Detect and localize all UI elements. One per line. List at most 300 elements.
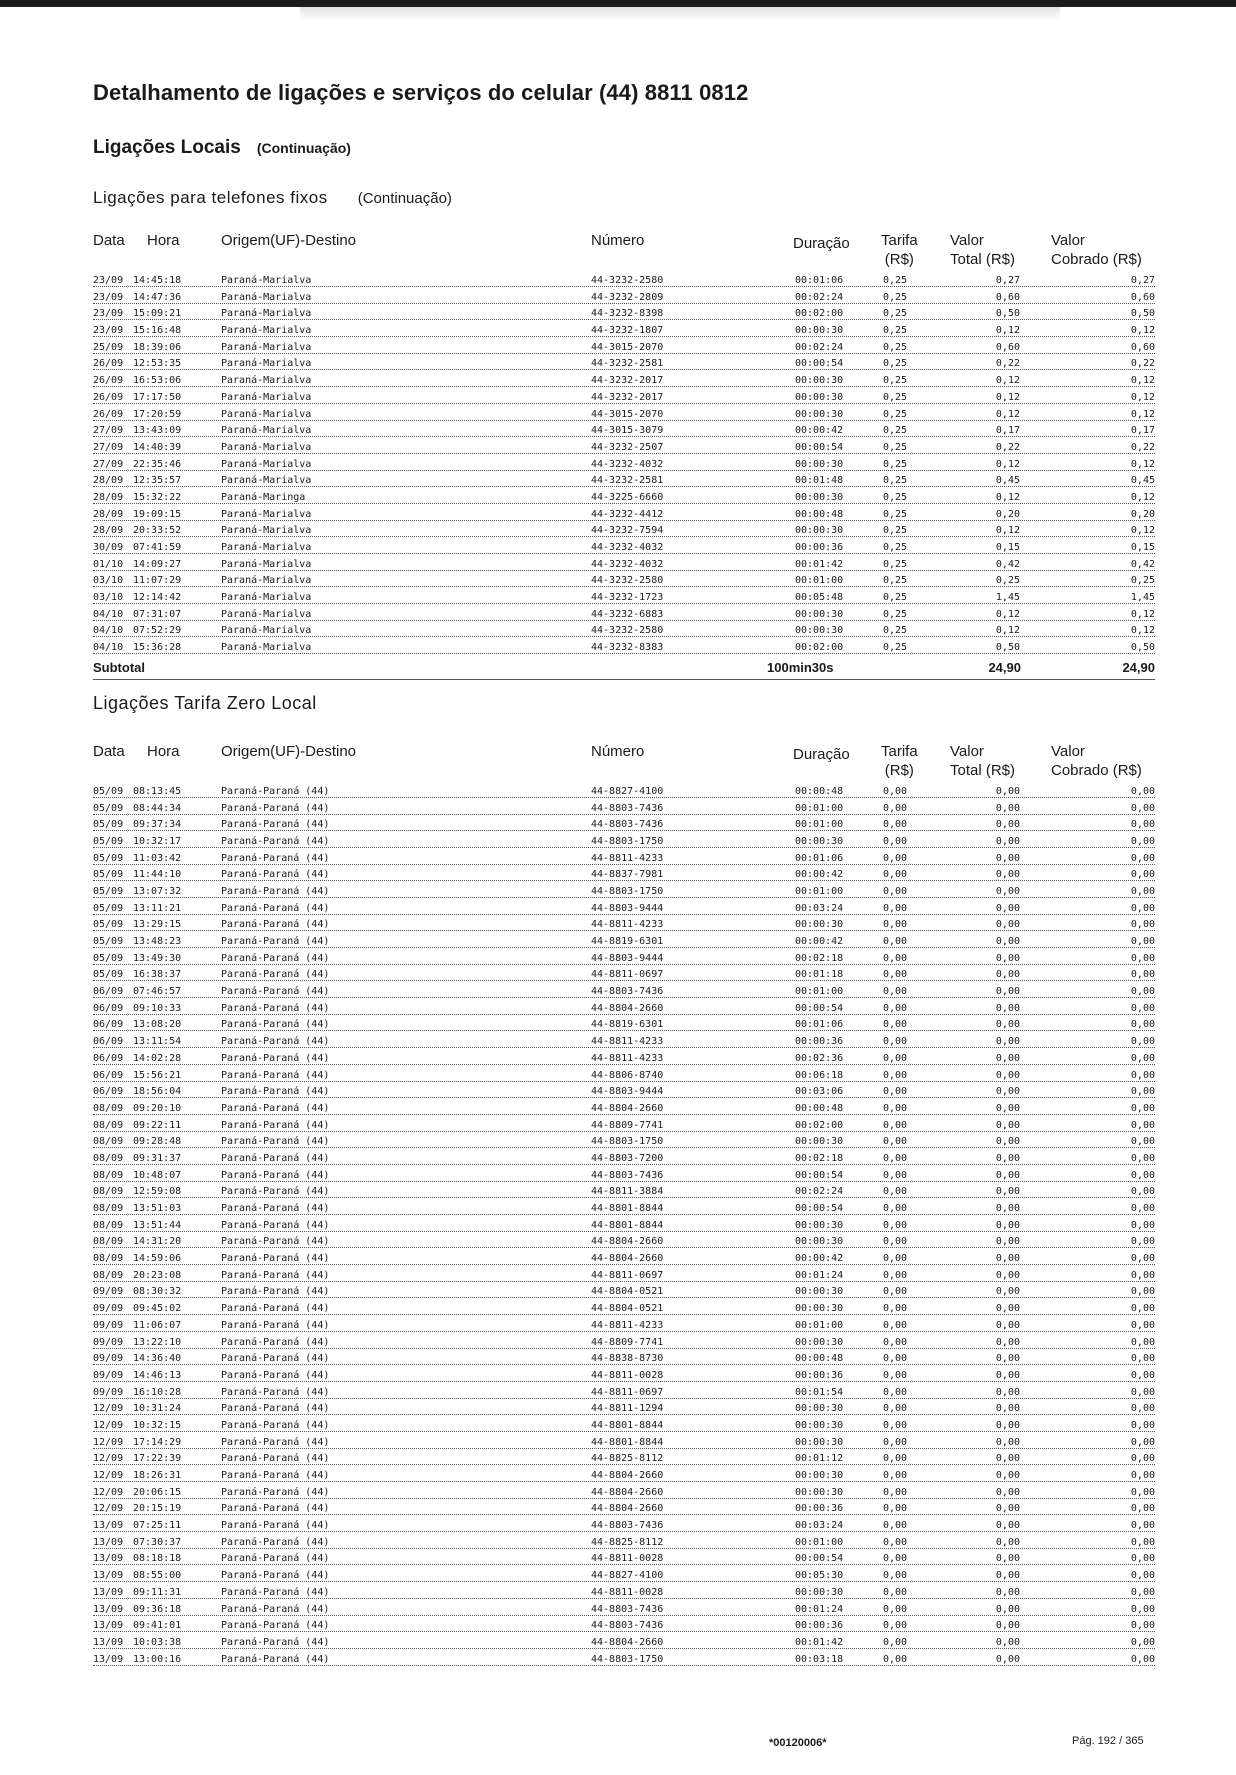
cell-valor-cobrado: 0,00 bbox=[1130, 969, 1155, 981]
cell-origem-destino: Paraná-Paraná (44) bbox=[221, 1436, 330, 1448]
cell-duracao: 00:00:48 bbox=[795, 1353, 844, 1365]
header-numero: Número bbox=[591, 742, 645, 760]
cell-duracao: 00:01:48 bbox=[795, 475, 844, 487]
table-row bbox=[93, 1084, 1155, 1101]
cell-data: 28/09 bbox=[93, 525, 124, 537]
cell-valor-cobrado: 0,00 bbox=[1130, 1186, 1155, 1198]
cell-hora: 13:07:32 bbox=[133, 885, 182, 897]
cell-valor-cobrado: 0,17 bbox=[1130, 425, 1155, 437]
cell-duracao: 00:01:18 bbox=[795, 969, 844, 981]
cell-duracao: 00:01:00 bbox=[795, 885, 844, 897]
cell-valor-total: 0,00 bbox=[995, 1570, 1020, 1582]
cell-valor-total: 0,20 bbox=[995, 508, 1020, 520]
cell-valor-cobrado: 0,12 bbox=[1130, 491, 1155, 503]
cell-tarifa: 0,00 bbox=[883, 1136, 908, 1148]
cell-valor-cobrado: 1,45 bbox=[1130, 592, 1155, 604]
cell-hora: 13:43:09 bbox=[133, 425, 182, 437]
cell-duracao: 00:00:30 bbox=[795, 1419, 844, 1431]
table-row bbox=[93, 851, 1155, 868]
cell-numero: 44-8803-1750 bbox=[591, 885, 664, 897]
cell-hora: 08:13:45 bbox=[133, 785, 182, 797]
cell-hora: 09:45:02 bbox=[133, 1303, 182, 1315]
cell-origem-destino: Paraná-Paraná (44) bbox=[221, 1019, 330, 1031]
cell-valor-cobrado: 0,00 bbox=[1130, 1353, 1155, 1365]
cell-hora: 14:02:28 bbox=[133, 1052, 182, 1064]
cell-tarifa: 0,00 bbox=[883, 1353, 908, 1365]
cell-duracao: 00:01:24 bbox=[795, 1603, 844, 1615]
cell-duracao: 00:01:54 bbox=[795, 1386, 844, 1398]
header-valor-total-line2: Total (R$) bbox=[950, 761, 1016, 779]
cell-hora: 13:29:15 bbox=[133, 919, 182, 931]
cell-valor-total: 0,00 bbox=[995, 1236, 1020, 1248]
cell-numero: 44-3232-2580 bbox=[591, 575, 664, 587]
cell-numero: 44-8803-9444 bbox=[591, 902, 664, 914]
cell-valor-cobrado: 0,00 bbox=[1130, 1253, 1155, 1265]
cell-valor-cobrado: 0,00 bbox=[1130, 819, 1155, 831]
cell-numero: 44-8825-8112 bbox=[591, 1453, 664, 1465]
cell-valor-cobrado: 0,22 bbox=[1130, 358, 1155, 370]
table-row bbox=[93, 390, 1155, 407]
cell-valor-cobrado: 0,00 bbox=[1130, 1102, 1155, 1114]
cell-duracao: 00:05:48 bbox=[795, 592, 844, 604]
cell-valor-cobrado: 0,50 bbox=[1130, 642, 1155, 654]
table-row bbox=[93, 1184, 1155, 1201]
cell-valor-total: 0,00 bbox=[995, 1319, 1020, 1331]
barcode-text: *00120006* bbox=[769, 1737, 827, 1749]
cell-numero: 44-3232-2809 bbox=[591, 291, 664, 303]
table-row bbox=[93, 1001, 1155, 1018]
cell-duracao: 00:00:30 bbox=[795, 1219, 844, 1231]
cell-numero: 44-8804-0521 bbox=[591, 1303, 664, 1315]
page-number: Pág. 192 / 365 bbox=[1072, 1735, 1144, 1747]
cell-duracao: 00:00:30 bbox=[795, 525, 844, 537]
cell-hora: 10:32:17 bbox=[133, 835, 182, 847]
cell-origem-destino: Paraná-Paraná (44) bbox=[221, 1636, 330, 1648]
cell-origem-destino: Paraná-Paraná (44) bbox=[221, 1236, 330, 1248]
cell-hora: 13:22:10 bbox=[133, 1336, 182, 1348]
cell-tarifa: 0,00 bbox=[883, 1269, 908, 1281]
cell-numero: 44-8804-2660 bbox=[591, 1236, 664, 1248]
cell-data: 23/09 bbox=[93, 291, 124, 303]
table-row bbox=[93, 1234, 1155, 1251]
cell-data: 08/09 bbox=[93, 1269, 124, 1281]
cell-hora: 07:41:59 bbox=[133, 542, 182, 553]
table-row bbox=[93, 784, 1155, 801]
cell-valor-cobrado: 0,00 bbox=[1130, 1503, 1155, 1515]
table-row bbox=[93, 340, 1155, 357]
cell-origem-destino: Paraná-Paraná (44) bbox=[221, 1269, 330, 1281]
cell-data: 26/09 bbox=[93, 375, 124, 387]
cell-origem-destino: Paraná-Maringa bbox=[221, 491, 306, 503]
cell-tarifa: 0,00 bbox=[883, 1536, 908, 1548]
cell-duracao: 00:01:12 bbox=[795, 1453, 844, 1465]
cell-valor-total: 0,00 bbox=[995, 1636, 1020, 1648]
table-row bbox=[93, 1401, 1155, 1418]
table-row bbox=[93, 1335, 1155, 1352]
table-row bbox=[93, 1251, 1155, 1268]
cell-data: 26/09 bbox=[93, 391, 124, 403]
subsection-fixed-lines bbox=[93, 188, 1155, 208]
cell-numero: 44-8804-2660 bbox=[591, 1253, 664, 1265]
cell-data: 06/09 bbox=[93, 1052, 124, 1064]
header-duracao: Duração bbox=[793, 745, 850, 763]
cell-hora: 07:31:07 bbox=[133, 608, 182, 620]
cell-hora: 20:06:15 bbox=[133, 1486, 182, 1498]
cell-numero: 44-3232-6883 bbox=[591, 608, 664, 620]
cell-duracao: 00:00:36 bbox=[795, 1503, 844, 1515]
cell-duracao: 00:00:42 bbox=[795, 869, 844, 881]
cell-tarifa: 0,00 bbox=[883, 1203, 908, 1214]
cell-hora: 17:17:50 bbox=[133, 391, 182, 403]
cell-duracao: 00:03:24 bbox=[795, 902, 844, 914]
cell-valor-total: 0,00 bbox=[995, 1419, 1020, 1431]
cell-valor-total: 0,00 bbox=[995, 936, 1020, 947]
cell-tarifa: 0,00 bbox=[883, 835, 908, 847]
cell-numero: 44-8804-2660 bbox=[591, 1102, 664, 1114]
header-data: Data bbox=[93, 232, 125, 249]
cell-data: 13/09 bbox=[93, 1520, 124, 1532]
cell-tarifa: 0,25 bbox=[883, 475, 908, 487]
cell-valor-cobrado: 0,00 bbox=[1130, 1470, 1155, 1481]
cell-numero: 44-8804-2660 bbox=[591, 1636, 664, 1648]
cell-hora: 15:56:21 bbox=[133, 1069, 182, 1081]
cell-duracao: 00:02:00 bbox=[795, 1119, 844, 1131]
cell-hora: 19:09:15 bbox=[133, 508, 182, 520]
cell-valor-cobrado: 0,00 bbox=[1130, 1052, 1155, 1064]
cell-numero: 44-8804-0521 bbox=[591, 1286, 664, 1298]
cell-valor-total: 0,12 bbox=[995, 491, 1020, 503]
cell-tarifa: 0,00 bbox=[883, 1586, 908, 1598]
cell-tarifa: 0,00 bbox=[883, 1436, 908, 1448]
cell-duracao: 00:01:00 bbox=[795, 819, 844, 831]
cell-tarifa: 0,00 bbox=[883, 986, 908, 998]
cell-tarifa: 0,00 bbox=[883, 902, 908, 914]
cell-duracao: 00:00:30 bbox=[795, 1436, 844, 1448]
cell-numero: 44-8801-8844 bbox=[591, 1219, 664, 1231]
cell-numero: 44-3015-2070 bbox=[591, 341, 664, 353]
cell-duracao: 00:02:36 bbox=[795, 1052, 844, 1064]
cell-data: 08/09 bbox=[93, 1102, 124, 1114]
cell-duracao: 00:00:30 bbox=[795, 1236, 844, 1248]
cell-valor-cobrado: 0,12 bbox=[1130, 408, 1155, 420]
cell-numero: 44-8806-8740 bbox=[591, 1069, 664, 1081]
cell-valor-total: 0,00 bbox=[995, 785, 1020, 797]
cell-tarifa: 0,25 bbox=[883, 375, 908, 387]
cell-hora: 12:59:08 bbox=[133, 1186, 182, 1198]
cell-duracao: 00:00:42 bbox=[795, 425, 844, 437]
table-row bbox=[93, 1151, 1155, 1168]
table-row bbox=[93, 1101, 1155, 1118]
cell-origem-destino: Paraná-Paraná (44) bbox=[221, 1253, 330, 1265]
cell-numero: 44-8811-0028 bbox=[591, 1553, 664, 1565]
cell-tarifa: 0,25 bbox=[883, 525, 908, 537]
cell-tarifa: 0,25 bbox=[883, 358, 908, 370]
cell-hora: 09:11:31 bbox=[133, 1586, 182, 1598]
cell-data: 08/09 bbox=[93, 1253, 124, 1265]
table-row bbox=[93, 1618, 1155, 1635]
cell-origem-destino: Paraná-Paraná (44) bbox=[221, 1186, 330, 1198]
cell-numero: 44-3225-6660 bbox=[591, 491, 664, 503]
cell-duracao: 00:00:30 bbox=[795, 408, 844, 420]
header-origem-destino: Origem(UF)-Destino bbox=[221, 742, 357, 760]
table-row bbox=[93, 607, 1155, 624]
cell-origem-destino: Paraná-Paraná (44) bbox=[221, 1336, 330, 1348]
cell-valor-cobrado: 0,12 bbox=[1130, 391, 1155, 403]
table-row bbox=[93, 1351, 1155, 1368]
cell-valor-cobrado: 0,00 bbox=[1130, 1536, 1155, 1548]
cell-hora: 13:48:23 bbox=[133, 936, 182, 947]
cell-numero: 44-3232-2507 bbox=[591, 441, 664, 453]
cell-tarifa: 0,25 bbox=[883, 325, 908, 337]
cell-origem-destino: Paraná-Paraná (44) bbox=[221, 1653, 330, 1665]
table-row bbox=[93, 1551, 1155, 1568]
cell-duracao: 00:00:54 bbox=[795, 1203, 844, 1214]
cell-valor-total: 0,00 bbox=[995, 835, 1020, 847]
table-fixed-lines bbox=[93, 273, 1155, 657]
cell-origem-destino: Paraná-Marialva bbox=[221, 475, 312, 487]
cell-hora: 13:11:21 bbox=[133, 902, 182, 914]
header-tarifa-label: Tarifa bbox=[881, 232, 918, 249]
table-row bbox=[93, 1118, 1155, 1135]
cell-data: 05/09 bbox=[93, 952, 124, 964]
cell-duracao: 00:01:06 bbox=[795, 852, 844, 864]
cell-hora: 15:32:22 bbox=[133, 491, 182, 503]
cell-numero: 44-8811-4233 bbox=[591, 1319, 664, 1331]
cell-data: 06/09 bbox=[93, 1086, 124, 1098]
cell-duracao: 00:01:00 bbox=[795, 802, 844, 814]
cell-tarifa: 0,25 bbox=[883, 508, 908, 520]
cell-numero: 44-8803-7436 bbox=[591, 1169, 664, 1181]
table-row bbox=[93, 507, 1155, 524]
cell-valor-total: 0,00 bbox=[995, 1369, 1020, 1381]
cell-tarifa: 0,00 bbox=[883, 1036, 908, 1048]
cell-data: 05/09 bbox=[93, 936, 124, 947]
cell-valor-total: 0,00 bbox=[995, 1052, 1020, 1064]
cell-duracao: 00:02:18 bbox=[795, 952, 844, 964]
cell-hora: 13:51:44 bbox=[133, 1219, 182, 1231]
cell-origem-destino: Paraná-Paraná (44) bbox=[221, 1052, 330, 1064]
cell-numero: 44-8827-4100 bbox=[591, 785, 664, 797]
cell-numero: 44-8811-0697 bbox=[591, 1269, 664, 1281]
cell-origem-destino: Paraná-Marialva bbox=[221, 308, 312, 320]
cell-valor-cobrado: 0,00 bbox=[1130, 1069, 1155, 1081]
cell-valor-total: 0,50 bbox=[995, 642, 1020, 654]
cell-numero: 44-3232-4032 bbox=[591, 542, 664, 553]
cell-origem-destino: Paraná-Marialva bbox=[221, 458, 312, 470]
header-valor-cobrado-line2: Cobrado (R$) bbox=[1051, 761, 1142, 779]
table-row bbox=[93, 984, 1155, 1001]
cell-duracao: 00:00:30 bbox=[795, 608, 844, 620]
cell-duracao: 00:02:18 bbox=[795, 1152, 844, 1164]
table-row bbox=[93, 306, 1155, 323]
cell-hora: 14:09:27 bbox=[133, 558, 182, 570]
table-row bbox=[93, 1268, 1155, 1285]
table-row bbox=[93, 573, 1155, 590]
table-row bbox=[93, 1218, 1155, 1235]
cell-duracao: 00:01:06 bbox=[795, 275, 844, 286]
cell-duracao: 00:00:54 bbox=[795, 1553, 844, 1565]
cell-data: 26/09 bbox=[93, 358, 124, 370]
table-row bbox=[93, 1301, 1155, 1318]
subsection-tarifa-zero bbox=[93, 693, 1155, 714]
cell-numero: 44-8803-9444 bbox=[591, 952, 664, 964]
cell-valor-cobrado: 0,60 bbox=[1130, 291, 1155, 303]
cell-data: 09/09 bbox=[93, 1369, 124, 1381]
cell-origem-destino: Paraná-Marialva bbox=[221, 341, 312, 353]
table-row bbox=[93, 1368, 1155, 1385]
scan-top-edge bbox=[0, 0, 1236, 7]
cell-valor-cobrado: 0,00 bbox=[1130, 1336, 1155, 1348]
scan-shadow bbox=[300, 7, 1060, 21]
table-row bbox=[93, 523, 1155, 540]
cell-numero: 44-3232-8383 bbox=[591, 642, 664, 654]
cell-valor-total: 0,00 bbox=[995, 852, 1020, 864]
cell-hora: 12:14:42 bbox=[133, 592, 182, 604]
cell-hora: 09:22:11 bbox=[133, 1119, 182, 1131]
cell-valor-total: 0,00 bbox=[995, 1036, 1020, 1048]
cell-tarifa: 0,25 bbox=[883, 308, 908, 320]
cell-valor-cobrado: 0,00 bbox=[1130, 869, 1155, 881]
cell-numero: 44-8827-4100 bbox=[591, 1570, 664, 1582]
cell-hora: 09:10:33 bbox=[133, 1002, 182, 1014]
section-title-text: Ligações Locais bbox=[93, 137, 241, 158]
cell-valor-cobrado: 0,00 bbox=[1130, 1553, 1155, 1565]
cell-data: 25/09 bbox=[93, 341, 124, 353]
table-row bbox=[93, 1134, 1155, 1151]
cell-duracao: 00:00:36 bbox=[795, 1369, 844, 1381]
cell-valor-cobrado: 0,27 bbox=[1130, 275, 1155, 286]
cell-valor-total: 0,00 bbox=[995, 1520, 1020, 1532]
cell-duracao: 00:02:00 bbox=[795, 642, 844, 654]
cell-origem-destino: Paraná-Marialva bbox=[221, 325, 312, 337]
cell-numero: 44-8811-4233 bbox=[591, 852, 664, 864]
cell-origem-destino: Paraná-Paraná (44) bbox=[221, 1570, 330, 1582]
cell-numero: 44-8811-4233 bbox=[591, 919, 664, 931]
cell-tarifa: 0,25 bbox=[883, 441, 908, 453]
cell-valor-total: 0,00 bbox=[995, 1102, 1020, 1114]
table-row bbox=[93, 457, 1155, 474]
cell-hora: 09:41:01 bbox=[133, 1620, 182, 1632]
section-continuation: (Continuação) bbox=[256, 140, 351, 156]
cell-valor-total: 0,00 bbox=[995, 1253, 1020, 1265]
cell-tarifa: 0,00 bbox=[883, 869, 908, 881]
cell-origem-destino: Paraná-Paraná (44) bbox=[221, 1002, 330, 1014]
table-row bbox=[93, 1568, 1155, 1585]
cell-data: 28/09 bbox=[93, 508, 124, 520]
cell-data: 05/09 bbox=[93, 852, 124, 864]
cell-valor-cobrado: 0,45 bbox=[1130, 475, 1155, 487]
cell-valor-cobrado: 0,00 bbox=[1130, 1603, 1155, 1615]
cell-hora: 12:35:57 bbox=[133, 475, 182, 487]
cell-origem-destino: Paraná-Marialva bbox=[221, 558, 312, 570]
cell-tarifa: 0,00 bbox=[883, 1236, 908, 1248]
cell-tarifa: 0,00 bbox=[883, 1186, 908, 1198]
cell-numero: 44-8803-1750 bbox=[591, 835, 664, 847]
cell-valor-cobrado: 0,00 bbox=[1130, 1136, 1155, 1148]
cell-numero: 44-3232-4412 bbox=[591, 508, 664, 520]
cell-duracao: 00:02:24 bbox=[795, 341, 844, 353]
cell-valor-total: 0,00 bbox=[995, 1203, 1020, 1214]
cell-valor-cobrado: 0,00 bbox=[1130, 936, 1155, 947]
cell-valor-total: 0,50 bbox=[995, 308, 1020, 320]
cell-valor-total: 0,00 bbox=[995, 1286, 1020, 1298]
cell-valor-total: 0,42 bbox=[995, 558, 1020, 570]
cell-data: 08/09 bbox=[93, 1169, 124, 1181]
cell-origem-destino: Paraná-Marialva bbox=[221, 592, 312, 604]
cell-hora: 09:28:48 bbox=[133, 1136, 182, 1148]
cell-valor-cobrado: 0,00 bbox=[1130, 1436, 1155, 1448]
cell-origem-destino: Paraná-Paraná (44) bbox=[221, 1069, 330, 1081]
cell-data: 03/10 bbox=[93, 592, 124, 604]
cell-tarifa: 0,00 bbox=[883, 1253, 908, 1265]
cell-numero: 44-8801-8844 bbox=[591, 1436, 664, 1448]
cell-valor-total: 0,15 bbox=[995, 542, 1020, 553]
document-title: Detalhamento de ligações e serviços do celular (44) 8811 0812 bbox=[93, 80, 749, 105]
cell-hora: 17:20:59 bbox=[133, 408, 182, 420]
cell-data: 05/09 bbox=[93, 785, 124, 797]
cell-numero: 44-8803-7436 bbox=[591, 1603, 664, 1615]
cell-numero: 44-8809-7741 bbox=[591, 1336, 664, 1348]
cell-hora: 18:39:06 bbox=[133, 341, 182, 353]
cell-numero: 44-8811-0697 bbox=[591, 1386, 664, 1398]
cell-origem-destino: Paraná-Paraná (44) bbox=[221, 902, 330, 914]
cell-valor-cobrado: 0,00 bbox=[1130, 1419, 1155, 1431]
cell-tarifa: 0,00 bbox=[883, 785, 908, 797]
cell-hora: 14:36:40 bbox=[133, 1353, 182, 1365]
cell-hora: 17:22:39 bbox=[133, 1453, 182, 1465]
cell-hora: 14:46:13 bbox=[133, 1369, 182, 1381]
cell-data: 23/09 bbox=[93, 325, 124, 337]
cell-data: 05/09 bbox=[93, 902, 124, 914]
table-row bbox=[93, 1585, 1155, 1602]
cell-hora: 20:15:19 bbox=[133, 1503, 182, 1515]
cell-valor-cobrado: 0,00 bbox=[1130, 885, 1155, 897]
cell-origem-destino: Paraná-Paraná (44) bbox=[221, 1219, 330, 1231]
cell-valor-total: 0,45 bbox=[995, 475, 1020, 487]
cell-duracao: 00:05:30 bbox=[795, 1570, 844, 1582]
table-row bbox=[93, 817, 1155, 834]
cell-valor-total: 0,00 bbox=[995, 1386, 1020, 1398]
cell-hora: 13:51:03 bbox=[133, 1203, 182, 1214]
cell-duracao: 00:03:24 bbox=[795, 1520, 844, 1532]
header-tarifa-unit: (R$) bbox=[884, 761, 914, 779]
cell-valor-cobrado: 0,00 bbox=[1130, 1086, 1155, 1098]
cell-tarifa: 0,25 bbox=[883, 491, 908, 503]
cell-data: 13/09 bbox=[93, 1553, 124, 1565]
cell-valor-total: 0,22 bbox=[995, 358, 1020, 370]
cell-valor-cobrado: 0,00 bbox=[1130, 1203, 1155, 1214]
cell-tarifa: 0,00 bbox=[883, 885, 908, 897]
cell-valor-total: 0,27 bbox=[995, 275, 1020, 286]
cell-origem-destino: Paraná-Paraná (44) bbox=[221, 1169, 330, 1181]
table-row bbox=[93, 951, 1155, 968]
cell-data: 12/09 bbox=[93, 1419, 124, 1431]
cell-numero: 44-3232-2581 bbox=[591, 475, 664, 487]
cell-valor-total: 0,00 bbox=[995, 952, 1020, 964]
table-row bbox=[93, 1017, 1155, 1034]
header-data: Data bbox=[93, 742, 125, 760]
cell-numero: 44-8811-0028 bbox=[591, 1369, 664, 1381]
cell-duracao: 00:00:30 bbox=[795, 1136, 844, 1148]
cell-hora: 10:31:24 bbox=[133, 1403, 182, 1415]
cell-numero: 44-3232-1723 bbox=[591, 592, 664, 604]
cell-hora: 15:09:21 bbox=[133, 308, 182, 320]
cell-data: 04/10 bbox=[93, 625, 124, 637]
cell-data: 05/09 bbox=[93, 885, 124, 897]
cell-data: 23/09 bbox=[93, 308, 124, 320]
cell-valor-total: 0,12 bbox=[995, 625, 1020, 637]
cell-tarifa: 0,25 bbox=[883, 458, 908, 470]
